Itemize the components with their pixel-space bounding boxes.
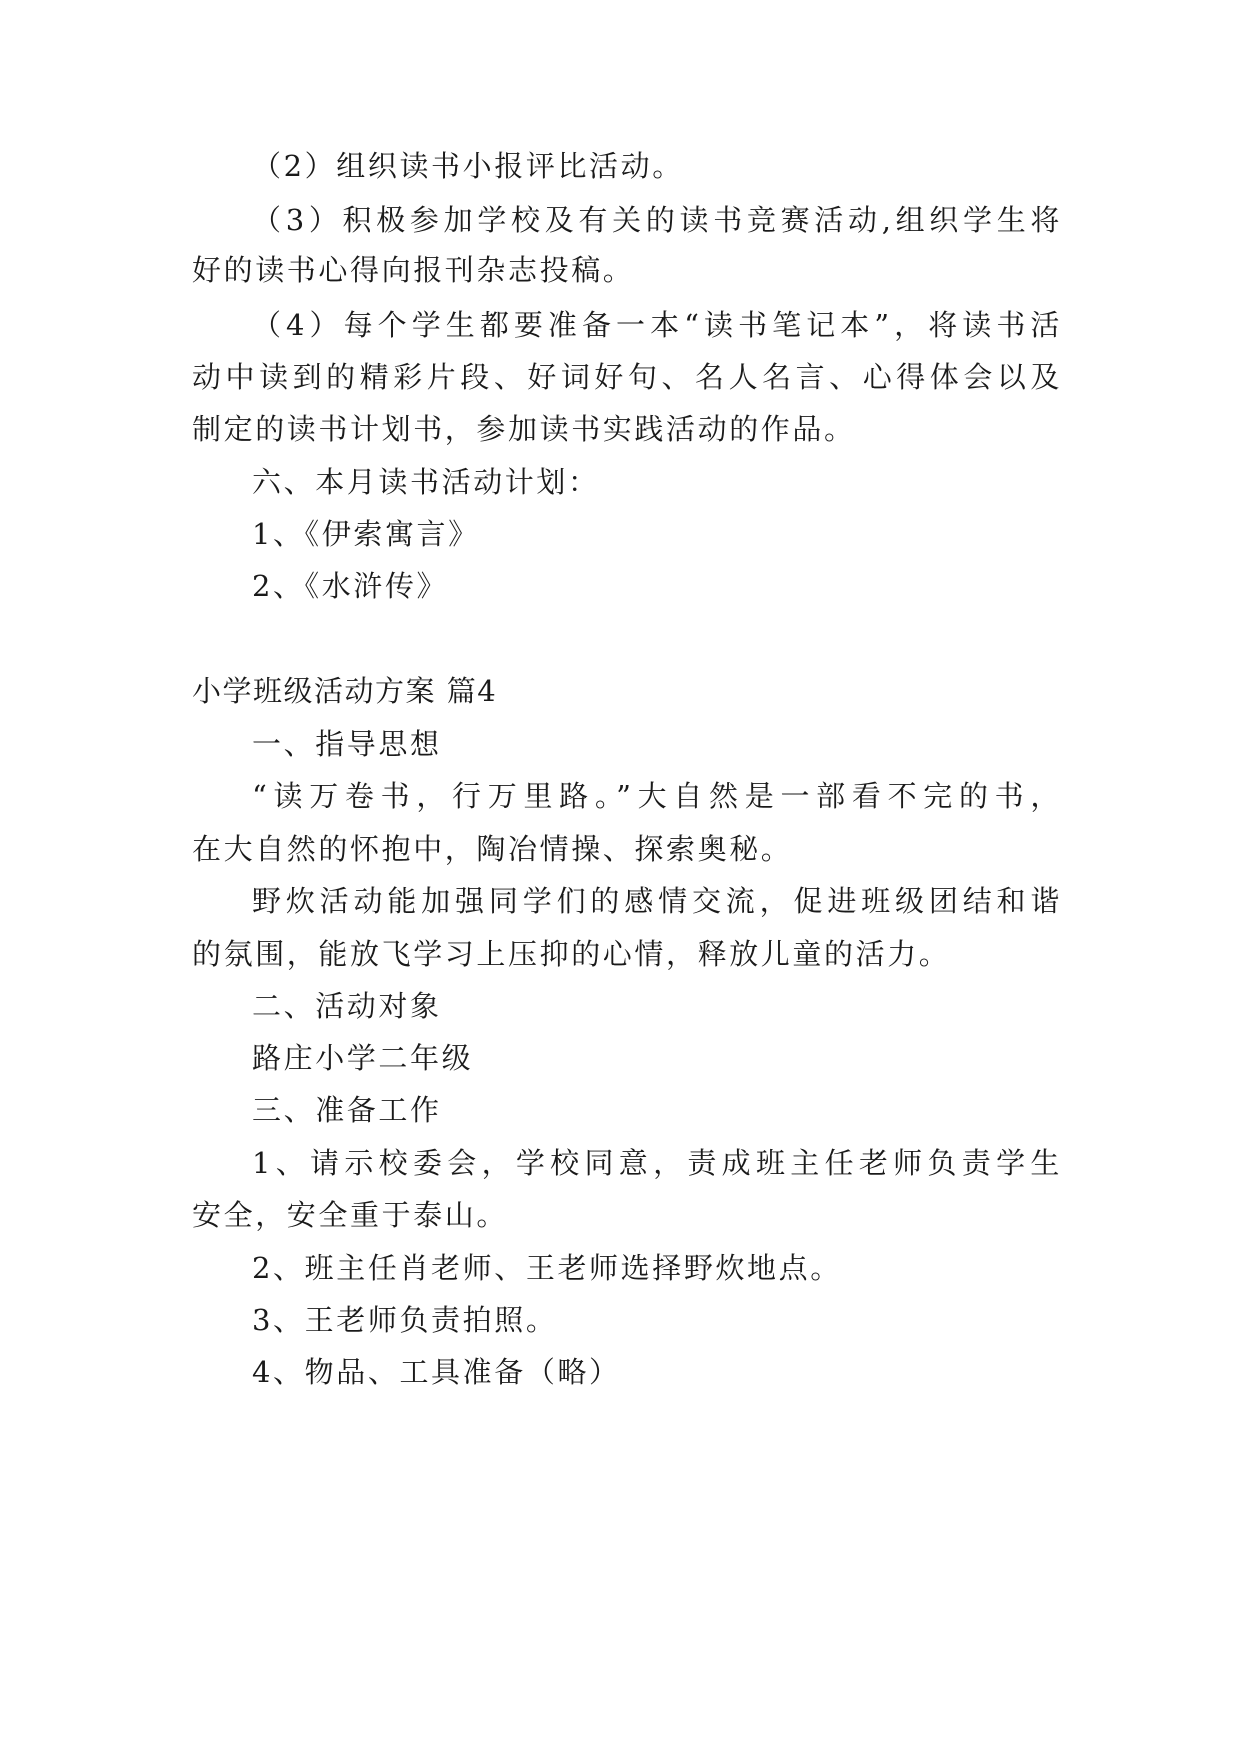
section-heading-preparation: 三、准备工作	[252, 1093, 442, 1127]
list-item-reading-notebook-line-2: 动中读到的精彩片段、好词好句、名人名言、心得体会以及	[192, 360, 1062, 394]
section-heading-monthly-plan: 六、本月读书活动计划：	[252, 465, 600, 499]
article-title: 小学班级活动方案 篇4	[192, 674, 498, 708]
list-item-preparation-4: 4、物品、工具准备（略）	[252, 1355, 621, 1389]
book-item-aesop: 1、《伊索寓言》	[252, 517, 480, 551]
paragraph-picnic-benefits-line-1: 野炊活动能加强同学们的感情交流，促进班级团结和谐	[252, 884, 1062, 918]
list-item-reading-contest-line-1: （3）积极参加学校及有关的读书竞赛活动,组织学生将	[252, 203, 1062, 237]
paragraph-picnic-benefits-line-2: 的氛围，能放飞学习上压抑的心情，释放儿童的活力。	[192, 937, 951, 971]
list-item-preparation-3: 3、王老师负责拍照。	[252, 1303, 558, 1337]
section-heading-guiding-thought: 一、指导思想	[252, 727, 442, 761]
list-item-preparation-1-line-2: 安全，安全重于泰山。	[192, 1198, 509, 1232]
paragraph-activity-target: 路庄小学二年级	[252, 1041, 474, 1075]
list-item-preparation-2: 2、班主任肖老师、王老师选择野炊地点。	[252, 1251, 842, 1285]
paragraph-guiding-thought-line-2: 在大自然的怀抱中，陶冶情操、探索奥秘。	[192, 832, 793, 866]
book-item-water-margin: 2、《水浒传》	[252, 569, 449, 603]
list-item-reading-notebook-line-3: 制定的读书计划书，参加读书实践活动的作品。	[192, 412, 856, 446]
section-heading-activity-target: 二、活动对象	[252, 989, 442, 1023]
list-item-reading-contest-line-2: 好的读书心得向报刊杂志投稿。	[192, 253, 635, 287]
list-item-preparation-1-line-1: 1、请示校委会，学校同意，责成班主任老师负责学生	[252, 1146, 1062, 1180]
list-item-reading-notebook-line-1: （4）每个学生都要准备一本“读书笔记本”，将读书活	[252, 308, 1062, 342]
list-item-reading-newspaper: （2）组织读书小报评比活动。	[252, 149, 684, 183]
paragraph-guiding-thought-line-1: “读万卷书，行万里路。”大自然是一部看不完的书，	[252, 779, 1062, 813]
